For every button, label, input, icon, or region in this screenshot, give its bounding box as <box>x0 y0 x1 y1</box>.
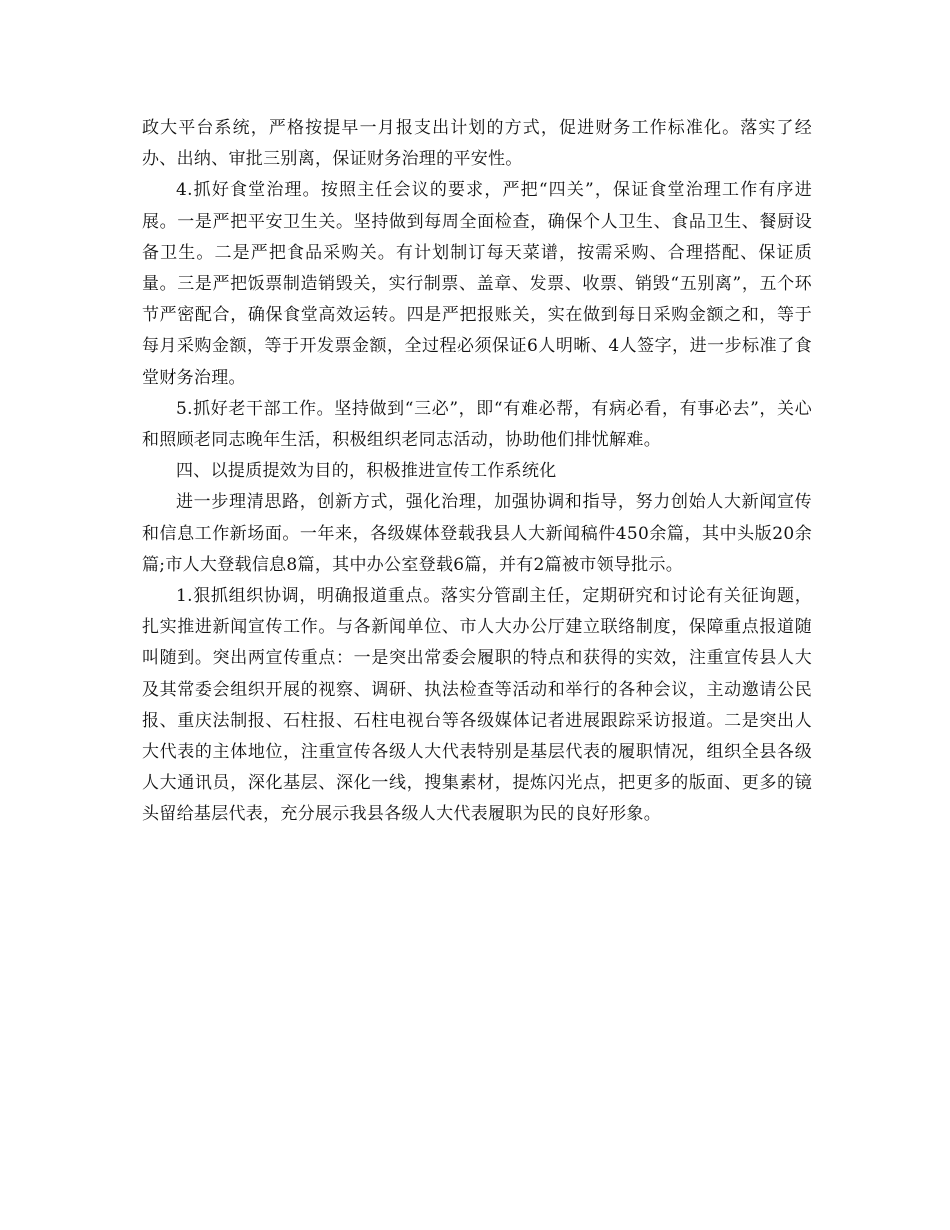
body-text <box>142 113 812 831</box>
section-heading-publicity: 四、以提质提效为目的，积极推进宣传工作系统化 <box>176 461 557 482</box>
paragraph-veteran-cadres: 5.抓好老干部工作。坚持做到“三必”，即“有难必帮，有病必看，有事必去”，关心和照顾老同志晚年生活，积极组织老同志活动，协助他们排忧解难。 <box>142 398 812 451</box>
paragraph-canteen-management: 4.抓好食堂治理。按照主任会议的要求，严把“四关”，保证食堂治理工作有序进展。一是严把平安卫生关。坚持做到每周全面检查，确保个人卫生、食品卫生、餐厨设备卫生。二是严把食品采购关。有计划制订每天菜谱，按需采购、合理搭配、保证质量。三是严把饭票制造销毁关，实行制票、盖章、发票、收票、销毁“五别离”，五个环节严密配合，确保食堂高效运转。四是严把报账关，实在做到每日采购金额之和，等于每月采购金额，等于开发票金额，全过程必须保证6人明晰、4人签字，进一步标准了食堂财务治理。 <box>142 180 812 388</box>
paragraph-finance-continuation: 政大平台系统，严格按提早一月报支出计划的方式，促进财务工作标准化。落实了经办、出纳、审批三别离，保证财务治理的平安性。 <box>142 118 812 170</box>
paragraph-organization-coordination: 1.狠抓组织协调，明确报道重点。落实分管副主任，定期研究和讨论有关征询题，扎实推进新闻宣传工作。与各新闻单位、市人大办公厅建立联络制度，保障重点报道随叫随到。突出两宣传重点：一是突出常委会履职的特点和获得的实效，注重宣传县人大及其常委会组织开展的视察、调研、执法检查等活动和举行的各种会议，主动邀请公民报、重庆法制报、石柱报、石柱电视台等各级媒体记者进展跟踪采访报道。二是突出人大代表的主体地位，注重宣传各级人大代表特别是基层代表的履职情况，组织全县各级人大通讯员，深化基层、深化一线，搜集素材，提炼闪光点，把更多的版面、更多的镜头留给基层代表，充分展示我县各级人大代表履职为民的良好形象。 <box>142 586 812 825</box>
paragraph-publicity-overview: 进一步理清思路，创新方式，强化治理，加强协调和指导，努力创始人大新闻宣传和信息工作新场面。一年来，各级媒体登载我县人大新闻稿件450余篇，其中头版20余篇;市人大登载信息8篇，其中办公室登载6篇，并有2篇被市领导批示。 <box>142 492 812 575</box>
